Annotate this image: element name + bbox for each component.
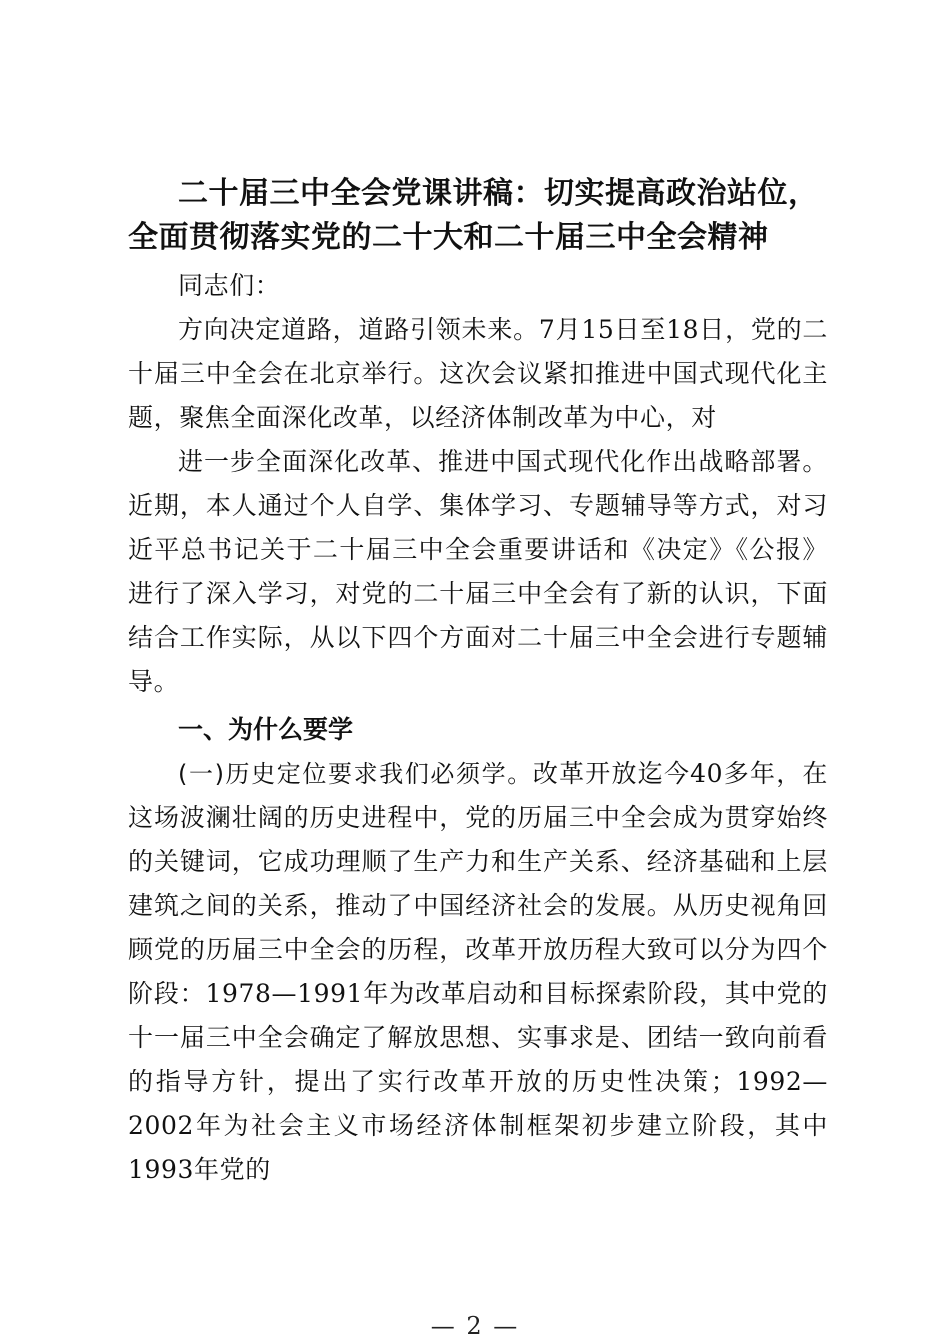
- greeting: 同志们：: [178, 271, 281, 300]
- paragraph-1: 方向决定道路，道路引领未来。7月15日至18日，党的二十届三中全会在北京举行。这次会议紧扣推进中国式现代化主题，聚焦全面深化改革，以经济体制改革为中心，对: [128, 315, 828, 432]
- paragraph-3-rest: 改革开放迄今40多年，在这场波澜壮阔的历史进程中，党的历届三中全会成为贯穿始终的关键词，它成功理顺了生产力和生产关系、经济基础和上层建筑之间的关系，推动了中国经济社会的发展。从历史视角回顾党的历届三中全会的历程，改革开放历程大致可以分为四个阶段：1978—1991年为改革启动和目标探索阶段，其中党的十一届三中全会确定了解放思想、实事求是、团结一致向前看的指导方针，提出了实行改革开放的历史性决策；1992—2002年为社会主义市场经济体制框架初步建立阶段，其中1993年党的: [128, 759, 829, 1184]
- page-number: — 2 —: [430, 1312, 520, 1340]
- document-title: 二十届三中全会党课讲稿：切实提高政治站位，全面贯彻落实党的二十大和二十届三中全会精神: [128, 176, 819, 255]
- paragraph-2: 进一步全面深化改革、推进中国式现代化作出战略部署。近期，本人通过个人自学、集体学习、专题辅导等方式，对习近平总书记关于二十届三中全会重要讲话和《决定》《公报》进行了深入学习，对党的二十届三中全会有了新的认识，下面结合工作实际，从以下四个方面对二十届三中全会进行专题辅导。: [128, 447, 828, 696]
- paragraph-3-lead: (一)历史定位要求我们必须学。: [178, 760, 533, 788]
- paragraph-3: [128, 752, 828, 1192]
- section-heading-1: 一、为什么要学: [178, 715, 354, 744]
